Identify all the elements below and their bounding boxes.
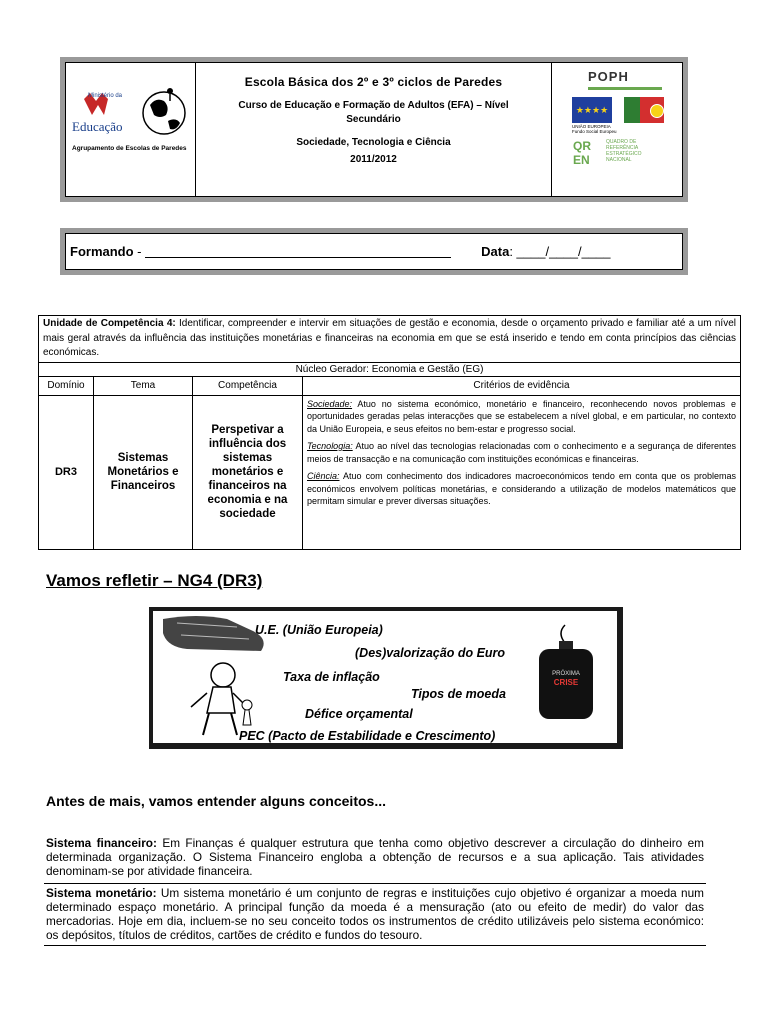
criterio-sociedade: Sociedade: Atuo no sistema económico, monetário e financeiro, reconhecendo novos problemas e oportunidades geradas pelas interacções que se estabelecem a nível global, e em particular, no contexto da União Europeia, e seus efeitos no bem-estar e progresso social. (307, 398, 736, 434)
concepts-panel-inner (153, 611, 617, 743)
formando-box (60, 228, 688, 275)
header-box (60, 57, 688, 202)
concepts-panel (149, 607, 623, 749)
globe-icon (140, 85, 188, 137)
header-tema: Tema (94, 376, 193, 395)
header-competencia: Competência (193, 376, 303, 395)
definition-term: Sistema monetário: (46, 886, 157, 900)
section-title: Vamos refletir – NG4 (DR3) (46, 571, 263, 590)
competencia-value: Perspetivar a influência dos sistemas monetários e financeiros na economia e na sociedade (193, 395, 303, 549)
header-criterios: Critérios de evidência (303, 376, 741, 395)
header-title-cell (196, 63, 552, 196)
divider-line (44, 883, 706, 884)
eu-flag-icon: ★★★★ (572, 97, 612, 123)
definition-sistema-monetario (46, 886, 704, 942)
course-title: Curso de Educação e Formação de Adultos (EFA) – Nível Secundário (238, 100, 509, 125)
qren-logo-icon (572, 137, 602, 167)
criterio-ciencia: Ciência: Atuo com conhecimento dos indicadores macroeconómicos tendo em conta que os problemas económicos envolvem políticas monetárias, e considerando a utilização de modelos matemáticos que permitam simular e prever diversas situações. (307, 471, 736, 506)
data-field[interactable]: : ____/____/____ (509, 244, 611, 259)
definition-text: Um sistema monetário é um conjunto de regras e instituições cujo objetivo é organizar a moeda num determinado espaço monetário. A principal função da moeda é a mensuração (ato ou efeito de medir) do valor das mercadorias. Hoje em dia, incluem-se no seu conceito todos os instrumentos de crédito utilizáveis pelo sistema económico: os depósitos, títulos de créditos, cartões de crédito e fundos do tesouro. (46, 886, 704, 942)
keyword-pec: PEC (Pacto de Estabilidade e Crescimento) (239, 729, 496, 743)
intro-heading: Antes de mais, vamos entender alguns conceitos... (46, 793, 386, 809)
keyword-tipos-moeda: Tipos de moeda (411, 687, 506, 701)
definition-sistema-financeiro (46, 836, 704, 878)
qren-text: QUADRO DE REFERÊNCIA ESTRATÉGICO NACIONAL (606, 139, 642, 163)
definition-text: Em Finanças é qualquer estrutura que tenha como objetivo descrever a circulação do dinheiro em determinada organização. O Sistema Financeiro engloba a obtenção de recursos e a sua aplicação. Tais atividades denominam-se por atividade financeira. (46, 836, 704, 878)
criterios-cell (303, 395, 741, 549)
ministry-logo-text: Educação (72, 119, 123, 134)
portugal-flag-icon (624, 97, 664, 123)
header-dominio: Domínio (39, 376, 94, 395)
formando-label: Formando (70, 244, 134, 259)
header-inner (65, 62, 683, 197)
formando-separator: - (133, 244, 146, 259)
school-title: Escola Básica dos 2º e 3º ciclos de Paredes (244, 75, 503, 89)
formando-name-field[interactable] (145, 245, 451, 258)
uc-cell (39, 316, 741, 363)
poph-logo: POPH (588, 69, 629, 84)
definition-term: Sistema financeiro: (46, 836, 157, 850)
keyword-defice: Défice orçamental (305, 707, 413, 721)
ministry-small-text: Ministério da (88, 93, 123, 99)
svg-text:EN: EN (573, 153, 590, 167)
keyword-euro: (Des)valorização do Euro (355, 646, 506, 660)
poph-bar (588, 87, 662, 90)
competencia-table (38, 315, 741, 550)
school-year: 2011/2012 (350, 154, 397, 165)
agrupamento-text: Agrupamento de Escolas de Paredes (72, 145, 187, 152)
tema-value: Sistemas Monetários e Financeiros (94, 395, 193, 549)
dominio-value: DR3 (39, 395, 94, 549)
data-label: Data (481, 244, 510, 259)
keyword-inflacao: Taxa de inflação (283, 670, 380, 684)
formando-inner (65, 233, 683, 270)
bomb-icon (535, 623, 597, 721)
bomb-label-2: CRISE (553, 678, 579, 687)
eu-label: UNIÃO EUROPEIA Fundo Social Europeu (572, 124, 617, 134)
bomb-label-1: PRÓXIMA (552, 671, 580, 677)
header-partners-cell (552, 63, 682, 196)
area-title: Sociedade, Tecnologia e Ciência (296, 137, 451, 148)
keyword-ue: U.E. (União Europeia) (255, 623, 383, 637)
uc-text: Identificar, compreender e intervir em situações de gestão e economia, desde o orçamento privado e familiar até a um nível mais geral através da influência das instituições monetárias e financeiras na economia em que se está inserido e tendo em conta princípios das ciências económicas. (43, 318, 736, 358)
svg-text:QR: QR (573, 139, 591, 153)
divider-line (44, 945, 706, 946)
criterio-tecnologia: Tecnologia: Atuo ao nível das tecnologias relacionadas com o conhecimento e a segurança de diferentes meios de transacção e na comunicação com instituições económicas e financeiras. (307, 441, 736, 464)
uc-label: Unidade de Competência 4: (43, 318, 176, 329)
header-logo-cell (66, 63, 196, 196)
nucleo-gerador: Núcleo Gerador: Economia e Gestão (EG) (39, 362, 741, 376)
